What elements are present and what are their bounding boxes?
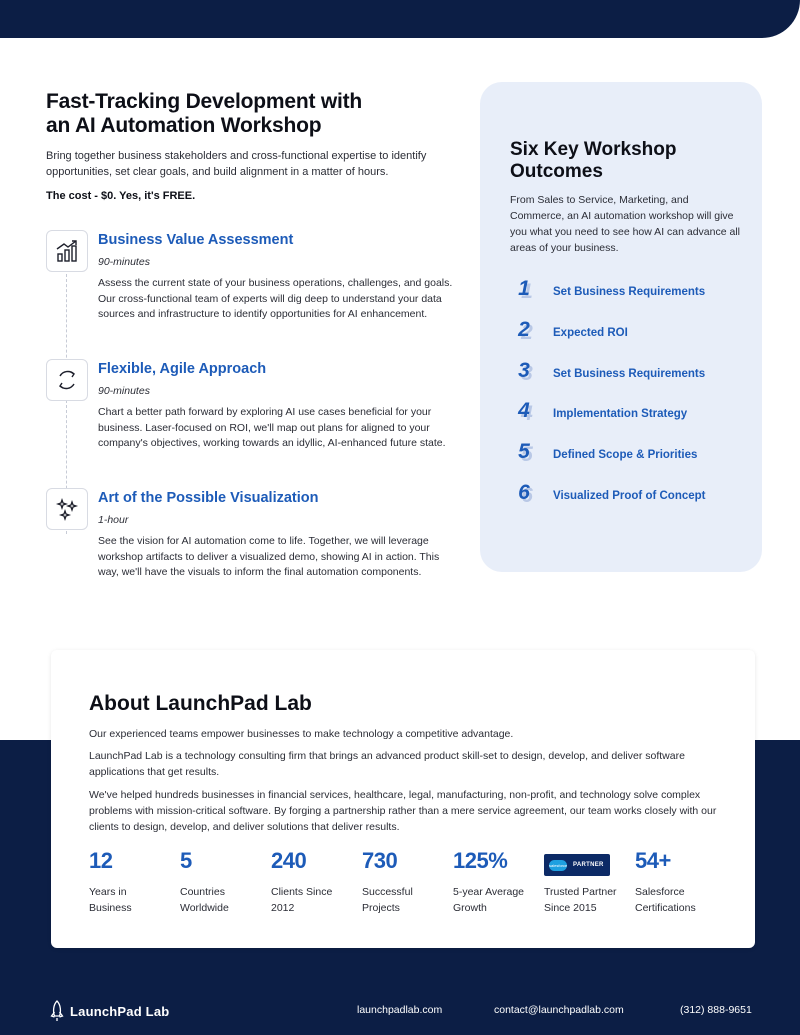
about-paragraph: We've helped hundreds businesses in financial services, healthcare, legal, manufacturing, non-profit, and technology solve complex problems with mission-critical software. By forging a partnership rather than a mere service agreement, our team works closely with our clients to design, develop, and deliver solutions that deliver results. bbox=[89, 789, 717, 833]
stat-item bbox=[635, 848, 725, 916]
stat-value: 54+ bbox=[635, 848, 671, 873]
stat-label bbox=[89, 884, 179, 916]
stat-value: 240 bbox=[271, 848, 307, 873]
outcome-number: 5 bbox=[518, 440, 530, 464]
outcome-item bbox=[510, 481, 750, 522]
bar-chart-growth-icon bbox=[46, 230, 88, 272]
page-title-line-2: an AI Automation Workshop bbox=[46, 114, 322, 137]
stat-label-line-2: Projects bbox=[362, 902, 400, 914]
outcomes-list bbox=[510, 277, 750, 522]
step-duration: 90-minutes bbox=[98, 385, 150, 397]
stat-label-line-1: Clients Since bbox=[271, 886, 333, 898]
email-link[interactable]: contact@launchpadlab.com bbox=[494, 1004, 624, 1016]
stat-label-line-1: Countries bbox=[180, 886, 225, 898]
stat-label-line-1: Trusted Partner bbox=[544, 886, 617, 898]
step-description: Chart a better path forward by exploring AI use cases beneficial for your business. Laser-focused on ROI, we'll map out plans for aligned to your company's objectives, working towards an idyllic, AI-enhanced future state. bbox=[98, 406, 446, 450]
stat-label-line-2: Certifications bbox=[635, 902, 696, 914]
outcomes-title-line-1: Six Key Workshop bbox=[510, 139, 677, 160]
outcome-number: 3 bbox=[518, 358, 530, 382]
stat-label-line-1: Successful bbox=[362, 886, 413, 898]
stat-label-line-2: Business bbox=[89, 902, 132, 914]
partner-badge-text: PARTNER bbox=[573, 862, 604, 868]
stat-label bbox=[362, 884, 452, 916]
page-title bbox=[46, 90, 466, 138]
cost-text: The cost - $0. Yes, it's FREE. bbox=[46, 190, 196, 202]
stat-label-line-2: Worldwide bbox=[180, 902, 229, 914]
step-title: Flexible, Agile Approach bbox=[98, 361, 267, 377]
outcome-number: 6 bbox=[518, 480, 530, 504]
header-band bbox=[0, 0, 800, 38]
outcome-label: Expected ROI bbox=[553, 326, 628, 339]
stat-label-line-1: Years in bbox=[89, 886, 127, 898]
outcome-label: Set Business Requirements bbox=[553, 286, 706, 298]
stat-value: 730 bbox=[362, 848, 398, 873]
stat-value: 125% bbox=[453, 848, 508, 873]
stat-label bbox=[544, 884, 634, 916]
step-description: See the vision for AI automation come to life. Together, we will leverage workshop artifacts to deliver a visualized demo, showing AI in action. This way, we'll have the visuals to inform the final automation components. bbox=[98, 535, 440, 579]
outcome-number: 1 bbox=[518, 277, 530, 300]
step-item bbox=[46, 230, 466, 359]
outcome-item bbox=[510, 440, 750, 481]
stat-label bbox=[635, 884, 725, 916]
intro-text: Bring together business stakeholders and cross-functional expertise to identify opportunities, set clear goals, and build alignment in a matter of hours. bbox=[46, 150, 427, 178]
outcomes-intro: From Sales to Service, Marketing, and Commerce, an AI automation workshop will give you what you need to see how AI can advance all areas of your business. bbox=[510, 194, 740, 254]
stat-label-line-2: Since 2015 bbox=[544, 902, 597, 914]
stat-item bbox=[89, 848, 179, 916]
rocket-icon bbox=[50, 1000, 64, 1022]
step-duration: 1-hour bbox=[98, 514, 129, 526]
salesforce-partner-badge bbox=[544, 854, 610, 876]
stat-label bbox=[453, 884, 543, 916]
outcome-number: 2 bbox=[518, 317, 530, 341]
outcome-label: Defined Scope & Priorities bbox=[553, 449, 698, 462]
stat-item bbox=[362, 848, 452, 916]
outcomes-card bbox=[480, 82, 762, 572]
stat-label bbox=[180, 884, 270, 916]
step-item bbox=[46, 359, 466, 488]
step-title: Art of the Possible Visualization bbox=[98, 490, 319, 506]
page-title-line-1: Fast-Tracking Development with bbox=[46, 90, 363, 113]
sparkles-icon bbox=[46, 488, 88, 530]
stat-label-line-2: 2012 bbox=[271, 902, 295, 914]
workshop-steps bbox=[46, 230, 466, 617]
workshop-intro bbox=[46, 90, 466, 202]
step-title: Business Value Assessment bbox=[98, 232, 294, 248]
stat-label-line-2: Growth bbox=[453, 902, 487, 914]
stats-row bbox=[89, 848, 729, 918]
outcome-label: Set Business Requirements bbox=[553, 367, 706, 380]
outcomes-title bbox=[510, 139, 740, 183]
brand-name: LaunchPad Lab bbox=[70, 1003, 170, 1019]
outcome-item bbox=[510, 359, 750, 400]
step-duration: 90-minutes bbox=[98, 256, 150, 268]
stat-item bbox=[453, 848, 543, 916]
stat-value: 12 bbox=[89, 848, 113, 873]
outcome-number: 4 bbox=[518, 399, 530, 423]
stat-value: 5 bbox=[180, 848, 192, 873]
outcome-label: Implementation Strategy bbox=[553, 408, 688, 421]
phone-link[interactable]: (312) 888-9651 bbox=[680, 1004, 752, 1016]
outcome-item bbox=[510, 318, 750, 359]
partner-stat bbox=[544, 848, 634, 916]
about-paragraph: Our experienced teams empower businesses to make technology a competitive advantage. bbox=[89, 728, 514, 740]
stat-item bbox=[271, 848, 361, 916]
salesforce-cloud-icon: salesforce bbox=[549, 860, 567, 871]
outcomes-title-line-2: Outcomes bbox=[510, 161, 603, 182]
step-description: Assess the current state of your business operations, challenges, and goals. Our cross-functional team of experts will dig deep to understand your data sources and infrastructure to identify opportunities for AI enhancement. bbox=[98, 277, 453, 321]
about-title: About LaunchPad Lab bbox=[89, 692, 312, 715]
about-paragraph: LaunchPad Lab is a technology consulting firm that brings an advanced product skill-set to design, develop, and deliver software applications that get results. bbox=[89, 750, 685, 778]
about-card bbox=[51, 650, 755, 948]
outcome-item bbox=[510, 277, 750, 318]
outcome-label: Visualized Proof of Concept bbox=[553, 489, 706, 502]
stat-label bbox=[271, 884, 361, 916]
stat-label-line-1: 5-year Average bbox=[453, 886, 525, 898]
cycle-arrows-icon bbox=[46, 359, 88, 401]
stat-item bbox=[180, 848, 270, 916]
step-item bbox=[46, 488, 466, 617]
brand-logo[interactable] bbox=[50, 1000, 169, 1022]
outcome-item bbox=[510, 399, 750, 440]
website-link[interactable]: launchpadlab.com bbox=[357, 1004, 443, 1016]
stat-label-line-1: Salesforce bbox=[635, 886, 685, 898]
